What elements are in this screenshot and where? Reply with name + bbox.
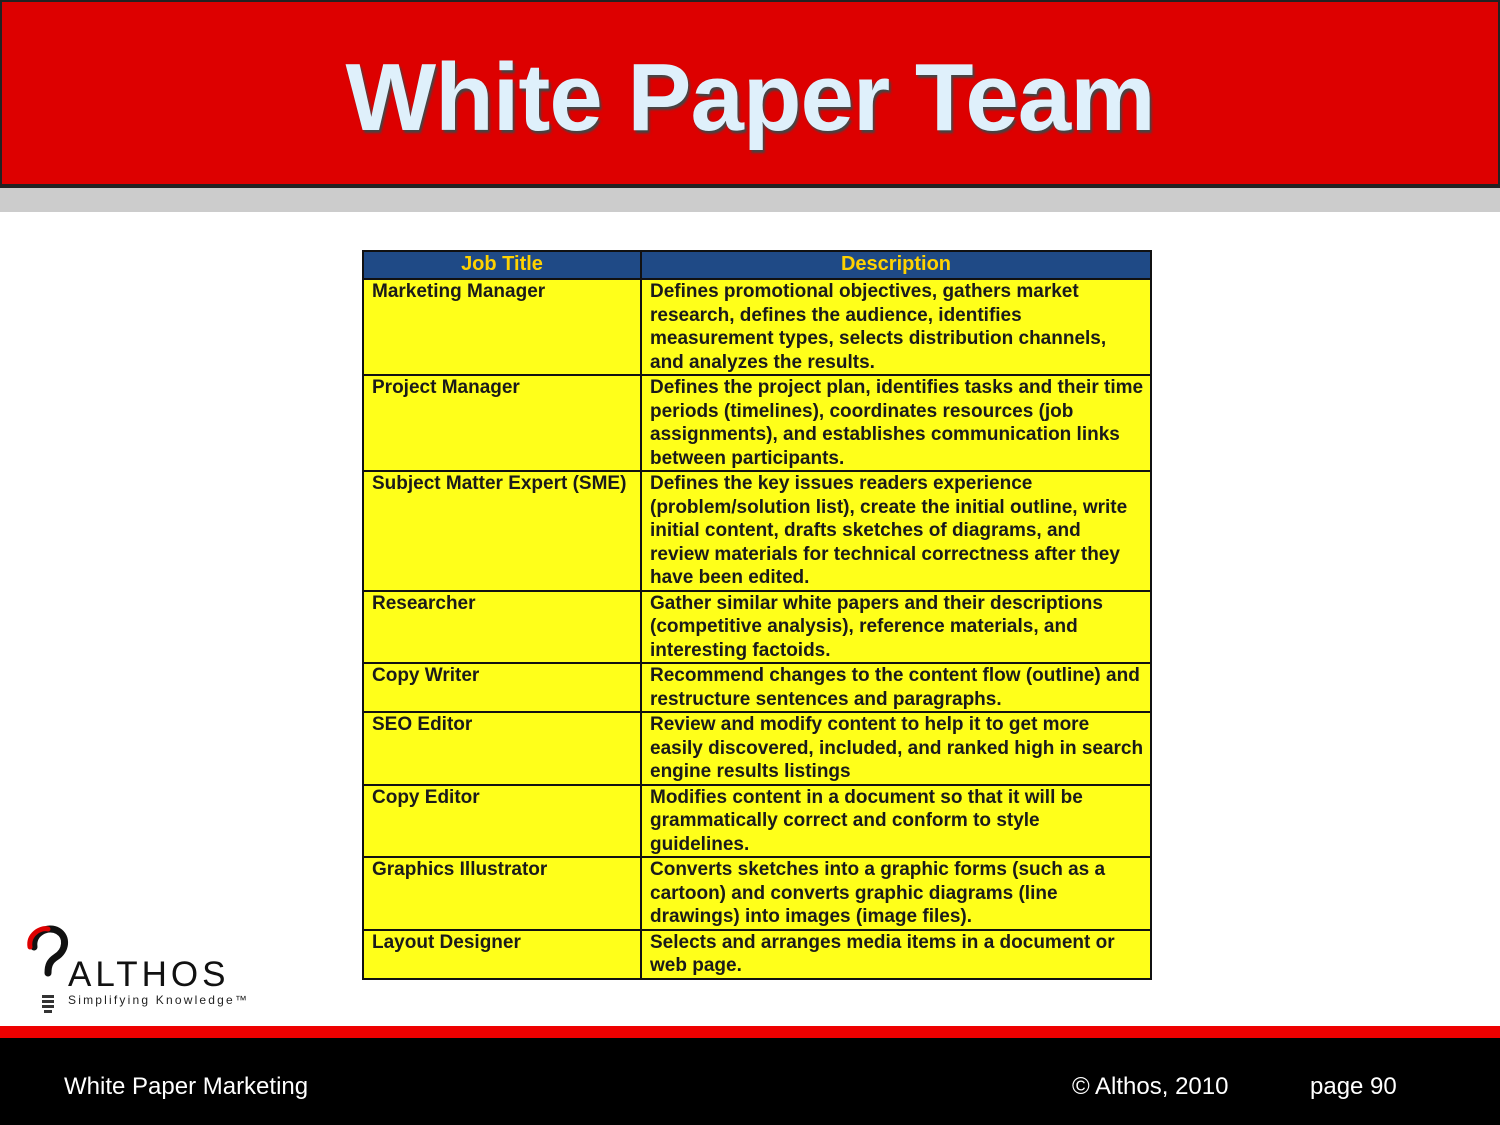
- footer-accent-bar: [0, 1026, 1500, 1038]
- title-banner-shadow: [0, 188, 1500, 212]
- job-title-cell: SEO Editor: [363, 712, 641, 785]
- column-header-description: Description: [641, 251, 1151, 279]
- job-title-cell: Marketing Manager: [363, 279, 641, 375]
- footer-course-title: White Paper Marketing: [64, 1073, 309, 1100]
- logo-wordmark: ALTHOS: [68, 955, 230, 994]
- description-cell: Defines promotional objectives, gathers market research, defines the audience, identifies measurement types, selects distribution channels, and analyzes the results.: [641, 279, 1151, 375]
- althos-logo: [22, 925, 262, 1015]
- description-cell: Selects and arranges media items in a document or web page.: [641, 930, 1151, 979]
- team-roles-table: [362, 250, 1152, 980]
- table-row: [363, 930, 1151, 979]
- job-title-cell: Researcher: [363, 591, 641, 664]
- description-cell: Defines the project plan, identifies tasks and their time periods (timelines), coordinates resources (job assignments), and establishes communication links between participants.: [641, 375, 1151, 471]
- table-row: [363, 591, 1151, 664]
- description-cell: Gather similar white papers and their descriptions (competitive analysis), reference materials, and interesting factoids.: [641, 591, 1151, 664]
- slide-title: White Paper Team: [345, 44, 1155, 151]
- job-title-cell: Layout Designer: [363, 930, 641, 979]
- description-cell: Converts sketches into a graphic forms (such as a cartoon) and converts graphic diagrams (line drawings) into images (image files).: [641, 857, 1151, 930]
- table-row: [363, 663, 1151, 712]
- description-cell: Modifies content in a document so that it will be grammatically correct and conform to style guidelines.: [641, 785, 1151, 858]
- logo-tagline: Simplifying Knowledge™: [68, 993, 250, 1007]
- table-row: [363, 785, 1151, 858]
- team-roles-table-container: [362, 250, 1150, 980]
- table-row: [363, 471, 1151, 591]
- job-title-cell: Project Manager: [363, 375, 641, 471]
- table-row: [363, 712, 1151, 785]
- job-title-cell: Subject Matter Expert (SME): [363, 471, 641, 591]
- column-header-job-title: Job Title: [363, 251, 641, 279]
- description-cell: Recommend changes to the content flow (outline) and restructure sentences and paragraphs.: [641, 663, 1151, 712]
- job-title-cell: Graphics Illustrator: [363, 857, 641, 930]
- description-cell: Defines the key issues readers experience (problem/solution list), create the initial outline, write initial content, drafts sketches of diagrams, and review materials for technical correctness after they have been edited.: [641, 471, 1151, 591]
- job-title-cell: Copy Editor: [363, 785, 641, 858]
- footer-copyright: © Althos, 2010: [1072, 1073, 1229, 1100]
- table-header-row: [363, 251, 1151, 279]
- table-row: [363, 857, 1151, 930]
- table-row: [363, 279, 1151, 375]
- description-cell: Review and modify content to help it to get more easily discovered, included, and ranked high in search engine results listings: [641, 712, 1151, 785]
- footer-page-number: page 90: [1310, 1073, 1397, 1100]
- table-row: [363, 375, 1151, 471]
- job-title-cell: Copy Writer: [363, 663, 641, 712]
